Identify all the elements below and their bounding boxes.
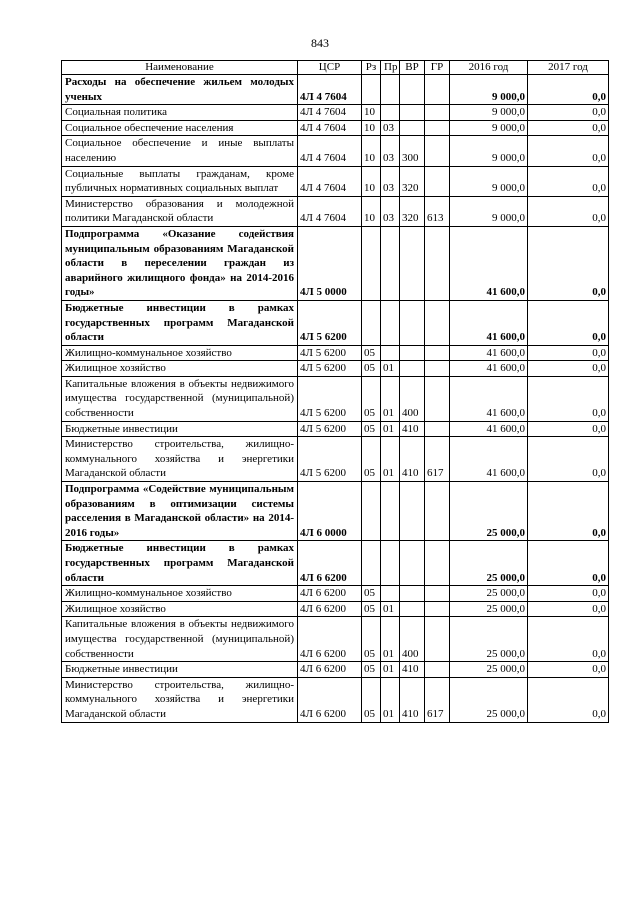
cell-name: Социальное обеспечение населения xyxy=(62,120,298,136)
cell-gr xyxy=(425,541,450,586)
cell-pr: 03 xyxy=(381,166,400,196)
table-row xyxy=(62,120,609,136)
table-row xyxy=(62,376,609,421)
cell-2016: 41 600,0 xyxy=(450,361,528,377)
cell-pr xyxy=(381,345,400,361)
cell-csr: 4Л 6 0000 xyxy=(298,482,362,541)
cell-2017: 0,0 xyxy=(528,482,609,541)
table-row xyxy=(62,226,609,300)
cell-csr: 4Л 4 7604 xyxy=(298,166,362,196)
cell-pr: 01 xyxy=(381,617,400,662)
table-row xyxy=(62,361,609,377)
cell-2016: 25 000,0 xyxy=(450,601,528,617)
cell-vr xyxy=(400,105,425,121)
cell-2017: 0,0 xyxy=(528,376,609,421)
cell-csr: 4Л 5 6200 xyxy=(298,421,362,437)
cell-gr xyxy=(425,345,450,361)
cell-name: Подпрограмма «Содействие муниципальным образованиям в оптимизации системы расселения в Магаданской области» на 2014-2016 годы» xyxy=(62,482,298,541)
cell-pr: 01 xyxy=(381,601,400,617)
cell-vr: 410 xyxy=(400,437,425,482)
cell-2017: 0,0 xyxy=(528,662,609,678)
cell-2016: 41 600,0 xyxy=(450,376,528,421)
cell-csr: 4Л 5 6200 xyxy=(298,361,362,377)
column-header-pr: Пр xyxy=(381,61,400,75)
table-row xyxy=(62,421,609,437)
cell-2016: 41 600,0 xyxy=(450,300,528,345)
cell-csr: 4Л 5 6200 xyxy=(298,437,362,482)
cell-gr xyxy=(425,120,450,136)
column-header-rz: Рз xyxy=(362,61,381,75)
cell-csr: 4Л 6 6200 xyxy=(298,677,362,722)
table-row xyxy=(62,75,609,105)
cell-csr: 4Л 4 7604 xyxy=(298,75,362,105)
cell-gr xyxy=(425,482,450,541)
cell-vr xyxy=(400,361,425,377)
cell-name: Министерство образования и молодежной политики Магаданской области xyxy=(62,196,298,226)
cell-2017: 0,0 xyxy=(528,300,609,345)
cell-pr: 01 xyxy=(381,677,400,722)
cell-rz: 10 xyxy=(362,166,381,196)
table-header-row xyxy=(62,61,609,75)
cell-2017: 0,0 xyxy=(528,361,609,377)
column-header-vr: ВР xyxy=(400,61,425,75)
cell-name: Капитальные вложения в объекты недвижимого имущества государственной (муниципальной) собственности xyxy=(62,617,298,662)
cell-gr xyxy=(425,421,450,437)
cell-pr xyxy=(381,541,400,586)
cell-2016: 9 000,0 xyxy=(450,105,528,121)
cell-rz: 05 xyxy=(362,376,381,421)
cell-rz: 05 xyxy=(362,662,381,678)
cell-2016: 9 000,0 xyxy=(450,75,528,105)
cell-pr: 03 xyxy=(381,196,400,226)
table-row xyxy=(62,105,609,121)
cell-pr: 03 xyxy=(381,120,400,136)
cell-2017: 0,0 xyxy=(528,196,609,226)
cell-pr xyxy=(381,300,400,345)
cell-vr: 410 xyxy=(400,421,425,437)
cell-name: Социальные выплаты гражданам, кроме публичных нормативных социальных выплат xyxy=(62,166,298,196)
cell-csr: 4Л 5 6200 xyxy=(298,376,362,421)
table-row xyxy=(62,166,609,196)
cell-gr xyxy=(425,136,450,166)
cell-2017: 0,0 xyxy=(528,677,609,722)
cell-vr xyxy=(400,120,425,136)
page-number: 843 xyxy=(311,36,329,50)
cell-gr: 617 xyxy=(425,437,450,482)
cell-rz: 05 xyxy=(362,601,381,617)
table-row xyxy=(62,617,609,662)
table-row xyxy=(62,662,609,678)
cell-rz xyxy=(362,482,381,541)
cell-vr xyxy=(400,345,425,361)
cell-2017: 0,0 xyxy=(528,586,609,602)
cell-gr xyxy=(425,586,450,602)
cell-vr: 400 xyxy=(400,617,425,662)
cell-csr: 4Л 4 7604 xyxy=(298,105,362,121)
cell-name: Жилищно-коммунальное хозяйство xyxy=(62,586,298,602)
cell-rz xyxy=(362,541,381,586)
cell-csr: 4Л 6 6200 xyxy=(298,617,362,662)
cell-pr: 01 xyxy=(381,662,400,678)
cell-vr: 320 xyxy=(400,196,425,226)
column-header-csr: ЦСР xyxy=(298,61,362,75)
budget-table xyxy=(61,60,609,723)
cell-2017: 0,0 xyxy=(528,437,609,482)
cell-name: Министерство строительства, жилищно-коммунального хозяйства и энергетики Магаданской области xyxy=(62,437,298,482)
cell-rz: 05 xyxy=(362,421,381,437)
cell-rz xyxy=(362,75,381,105)
cell-rz: 05 xyxy=(362,361,381,377)
cell-csr: 4Л 6 6200 xyxy=(298,586,362,602)
table-row xyxy=(62,677,609,722)
cell-rz: 05 xyxy=(362,617,381,662)
table-row xyxy=(62,136,609,166)
cell-2016: 41 600,0 xyxy=(450,437,528,482)
cell-csr: 4Л 6 6200 xyxy=(298,662,362,678)
cell-name: Социальное обеспечение и иные выплаты населению xyxy=(62,136,298,166)
cell-rz: 10 xyxy=(362,105,381,121)
cell-2016: 9 000,0 xyxy=(450,166,528,196)
column-header-gr: ГР xyxy=(425,61,450,75)
cell-2017: 0,0 xyxy=(528,617,609,662)
cell-gr xyxy=(425,376,450,421)
table-row xyxy=(62,482,609,541)
cell-name: Жилищно-коммунальное хозяйство xyxy=(62,345,298,361)
cell-name: Министерство строительства, жилищно-коммунального хозяйства и энергетики Магаданской области xyxy=(62,677,298,722)
column-header-name: Наименование xyxy=(62,61,298,75)
cell-2016: 25 000,0 xyxy=(450,586,528,602)
cell-name: Бюджетные инвестиции в рамках государственных программ Магаданской области xyxy=(62,541,298,586)
cell-name: Бюджетные инвестиции xyxy=(62,421,298,437)
cell-gr xyxy=(425,226,450,300)
cell-rz: 10 xyxy=(362,196,381,226)
cell-csr: 4Л 5 0000 xyxy=(298,226,362,300)
table-row xyxy=(62,541,609,586)
table-row xyxy=(62,601,609,617)
cell-vr xyxy=(400,482,425,541)
cell-2016: 25 000,0 xyxy=(450,662,528,678)
cell-pr: 01 xyxy=(381,376,400,421)
cell-gr: 617 xyxy=(425,677,450,722)
cell-gr xyxy=(425,105,450,121)
cell-name: Социальная политика xyxy=(62,105,298,121)
cell-csr: 4Л 4 7604 xyxy=(298,136,362,166)
cell-gr: 613 xyxy=(425,196,450,226)
cell-pr: 03 xyxy=(381,136,400,166)
cell-2017: 0,0 xyxy=(528,166,609,196)
cell-name: Расходы на обеспечение жильем молодых ученых xyxy=(62,75,298,105)
cell-csr: 4Л 4 7604 xyxy=(298,120,362,136)
cell-vr: 410 xyxy=(400,662,425,678)
cell-2016: 25 000,0 xyxy=(450,541,528,586)
cell-gr xyxy=(425,662,450,678)
cell-2017: 0,0 xyxy=(528,345,609,361)
cell-gr xyxy=(425,166,450,196)
cell-pr xyxy=(381,482,400,541)
table-row xyxy=(62,300,609,345)
cell-2016: 41 600,0 xyxy=(450,226,528,300)
cell-2016: 25 000,0 xyxy=(450,482,528,541)
cell-2017: 0,0 xyxy=(528,601,609,617)
table-body xyxy=(62,75,609,723)
cell-2017: 0,0 xyxy=(528,421,609,437)
cell-vr xyxy=(400,601,425,617)
cell-2017: 0,0 xyxy=(528,120,609,136)
cell-gr xyxy=(425,601,450,617)
cell-name: Капитальные вложения в объекты недвижимого имущества государственной (муниципальной) собственности xyxy=(62,376,298,421)
cell-rz: 10 xyxy=(362,136,381,166)
table-row xyxy=(62,437,609,482)
cell-2016: 41 600,0 xyxy=(450,345,528,361)
cell-vr: 400 xyxy=(400,376,425,421)
cell-2016: 25 000,0 xyxy=(450,677,528,722)
cell-name: Жилищное хозяйство xyxy=(62,601,298,617)
cell-rz: 05 xyxy=(362,677,381,722)
cell-vr xyxy=(400,226,425,300)
cell-vr: 410 xyxy=(400,677,425,722)
cell-name: Бюджетные инвестиции в рамках государственных программ Магаданской области xyxy=(62,300,298,345)
cell-2016: 41 600,0 xyxy=(450,421,528,437)
cell-pr xyxy=(381,75,400,105)
column-header-2017: 2017 год xyxy=(528,61,609,75)
cell-2017: 0,0 xyxy=(528,541,609,586)
cell-gr xyxy=(425,300,450,345)
cell-gr xyxy=(425,617,450,662)
cell-vr xyxy=(400,541,425,586)
table-row xyxy=(62,586,609,602)
cell-pr xyxy=(381,226,400,300)
cell-2016: 9 000,0 xyxy=(450,196,528,226)
cell-2017: 0,0 xyxy=(528,105,609,121)
cell-pr xyxy=(381,586,400,602)
cell-pr: 01 xyxy=(381,361,400,377)
cell-rz: 05 xyxy=(362,437,381,482)
cell-csr: 4Л 5 6200 xyxy=(298,300,362,345)
table-row xyxy=(62,196,609,226)
cell-vr xyxy=(400,300,425,345)
cell-pr: 01 xyxy=(381,437,400,482)
cell-name: Бюджетные инвестиции xyxy=(62,662,298,678)
cell-vr xyxy=(400,75,425,105)
cell-csr: 4Л 6 6200 xyxy=(298,541,362,586)
cell-2016: 9 000,0 xyxy=(450,136,528,166)
table-row xyxy=(62,345,609,361)
cell-name: Подпрограмма «Оказание содействия муниципальным образованиям Магаданской области в переселении граждан из аварийного жилищного фонда» на 2014-2016 годы» xyxy=(62,226,298,300)
cell-csr: 4Л 6 6200 xyxy=(298,601,362,617)
cell-2017: 0,0 xyxy=(528,75,609,105)
cell-2017: 0,0 xyxy=(528,136,609,166)
cell-gr xyxy=(425,361,450,377)
cell-csr: 4Л 4 7604 xyxy=(298,196,362,226)
cell-rz: 05 xyxy=(362,345,381,361)
cell-2016: 9 000,0 xyxy=(450,120,528,136)
cell-rz xyxy=(362,226,381,300)
cell-pr xyxy=(381,105,400,121)
cell-csr: 4Л 5 6200 xyxy=(298,345,362,361)
cell-vr: 320 xyxy=(400,166,425,196)
cell-name: Жилищное хозяйство xyxy=(62,361,298,377)
column-header-2016: 2016 год xyxy=(450,61,528,75)
cell-gr xyxy=(425,75,450,105)
cell-vr xyxy=(400,586,425,602)
cell-rz xyxy=(362,300,381,345)
cell-2017: 0,0 xyxy=(528,226,609,300)
cell-rz: 10 xyxy=(362,120,381,136)
cell-vr: 300 xyxy=(400,136,425,166)
cell-pr: 01 xyxy=(381,421,400,437)
cell-2016: 25 000,0 xyxy=(450,617,528,662)
cell-rz: 05 xyxy=(362,586,381,602)
